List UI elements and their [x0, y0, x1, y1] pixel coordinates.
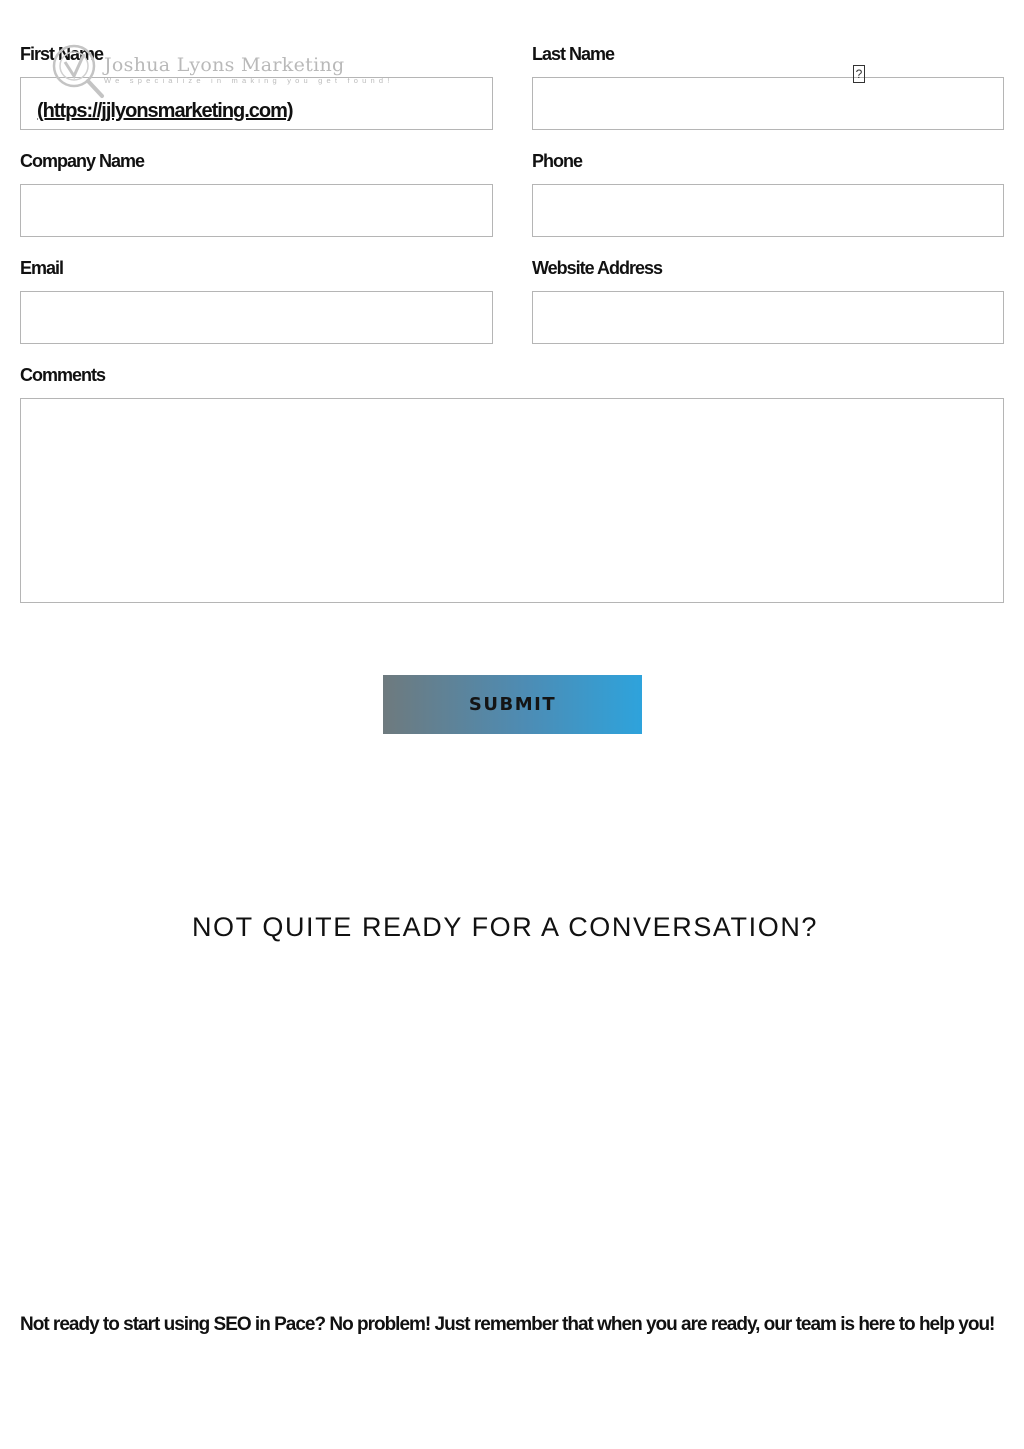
closing-note: Not ready to start using SEO in Pace? No problem! Just remember that when you are ready, our team is here to help you! [20, 1314, 995, 1335]
last-name-input[interactable] [532, 77, 1004, 130]
phone-label: Phone [532, 151, 583, 171]
last-name-label: Last Name [532, 44, 615, 64]
company-name-input[interactable] [20, 184, 493, 237]
comments-textarea[interactable] [20, 398, 1004, 603]
missing-image-icon: ? [853, 65, 865, 83]
website-address-input[interactable] [532, 291, 1004, 344]
logo-title: Joshua Lyons Marketing [104, 54, 345, 76]
first-name-label: First Name [20, 44, 104, 64]
logo-url-link[interactable]: (https://jjlyonsmarketing.com) [37, 100, 293, 122]
logo-tagline: We specialize in making you get found! [104, 76, 394, 85]
phone-input[interactable] [532, 184, 1004, 237]
site-logo[interactable] [50, 40, 394, 100]
company-name-label: Company Name [20, 151, 145, 171]
website-address-label: Website Address [532, 258, 663, 278]
section-heading: NOT QUITE READY FOR A CONVERSATION? [191, 912, 819, 942]
email-label: Email [20, 258, 64, 278]
email-input[interactable] [20, 291, 493, 344]
magnifier-logo-icon [50, 40, 106, 100]
submit-button[interactable]: SUBMIT [383, 675, 642, 734]
comments-label: Comments [20, 365, 106, 385]
